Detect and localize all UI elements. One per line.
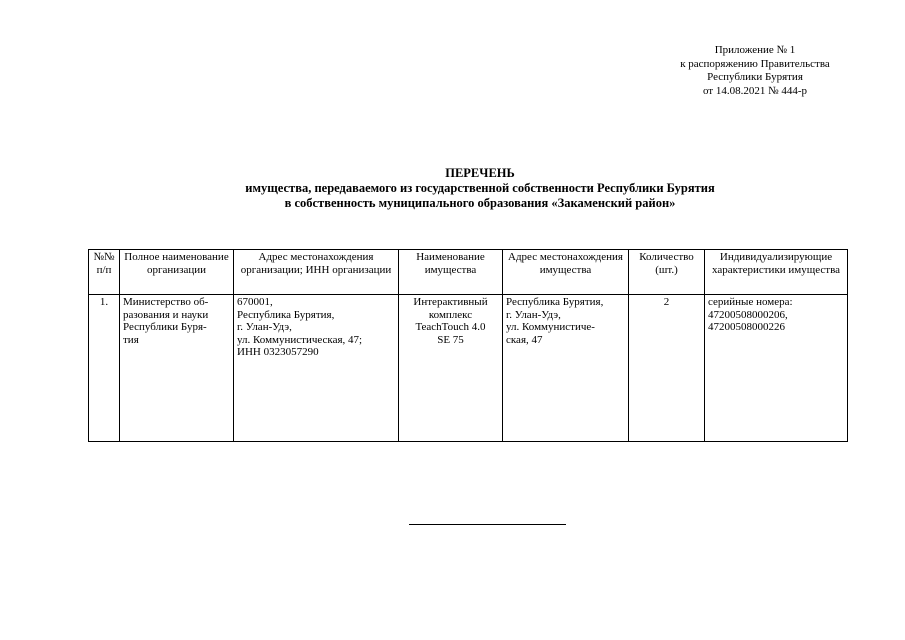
cell-property-address [503,295,629,442]
document-title [150,166,810,211]
title-heading: ПЕРЕЧЕНЬ [445,166,515,180]
cell-line: ская, 47 [506,333,543,346]
appendix-line: Приложение № 1 [714,44,796,56]
cell-quantity: 2 [629,295,705,442]
title-subtitle-line-1: имущества, передаваемого из государственной собственности Республики Бурятия [245,181,715,195]
table-row [89,295,848,442]
cell-line: разования и науки [123,308,209,321]
cell-line: ул. Коммунистическая, 47; [237,333,363,346]
appendix-line: Республики Бурятия [707,71,803,83]
cell-line: 670001, [237,296,273,308]
header-org-name: Полное наименование организации [120,250,234,295]
cell-org-address [234,295,399,442]
cell-line: Республики Буря- [123,321,207,333]
cell-property-name [399,295,503,442]
table-header-row [89,250,848,295]
header-quantity: Количество (шт.) [629,250,705,295]
cell-line: Республика Бурятия, [506,296,604,308]
cell-line: SE 75 [437,333,464,346]
header-property-address: Адрес местонахождения имущества [503,250,629,295]
header-number: №№ п/п [89,250,120,295]
cell-characteristics [705,295,848,442]
cell-line: 47200508000226 [708,321,785,333]
cell-line: Республика Бурятия, [237,308,335,321]
cell-line: ул. Коммунистиче- [506,321,595,333]
header-characteristics: Индивидуализирующие характеристики имущества [705,250,848,295]
cell-line: ИНН 0323057290 [237,346,319,358]
cell-line: тия [123,333,139,346]
cell-line: Министерство об- [123,296,209,308]
appendix-reference [650,44,860,98]
cell-line: серийные номера: [708,296,793,308]
appendix-line: от 14.08.2021 № 444-р [702,84,808,97]
cell-line: 47200508000206, [708,308,788,321]
cell-line: Интерактивный [413,296,488,308]
header-org-address: Адрес местонахождения организации; ИНН организации [234,250,399,295]
header-property-name: Наименование имущества [399,250,503,295]
cell-line: TeachTouch 4.0 [415,321,486,333]
cell-line: г. Улан-Удэ, [237,321,292,333]
cell-line: г. Улан-Удэ, [506,308,561,321]
cell-org-name [120,295,234,442]
cell-number: 1. [89,295,120,442]
appendix-line: к распоряжению Правительства [680,57,830,70]
property-list-table [88,249,848,442]
cell-line: комплекс [428,308,473,321]
closing-rule-line [409,524,566,525]
title-subtitle-line-2: в собственность муниципального образования «Закаменский район» [284,196,676,210]
